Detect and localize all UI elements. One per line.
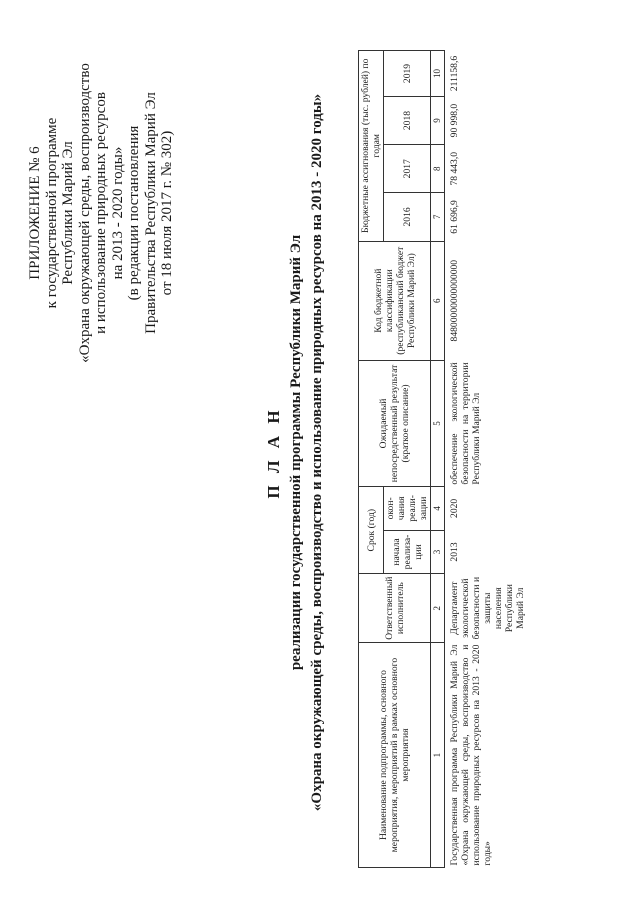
header-term-end: окон-чания реали-зации	[384, 487, 431, 531]
plan-subtitle-line2: «Охрана окружающей среды, воспроизводство и использование природных ресурсов на 2013 - 2020 годы»	[309, 93, 325, 812]
column-number: 7	[431, 193, 445, 241]
column-number: 9	[431, 96, 445, 144]
column-number: 6	[431, 241, 445, 360]
column-number: 1	[431, 643, 445, 868]
table-row	[445, 51, 528, 868]
header-year: 2016	[384, 193, 431, 241]
row-name: Государственная программа Республики Марий Эл «Охрана окружающей среды, воспроизводство и использование природных ресурсов на 2013 - 2020 годы»	[449, 644, 493, 866]
column-number: 3	[431, 530, 445, 574]
appendix-line: «Охрана окружающей среды, воспроизводство	[76, 63, 93, 363]
row-value-2019: 211158,6	[449, 55, 460, 92]
plan-heading: П Л А Н	[264, 406, 283, 499]
row-value-2018: 90 998,0	[449, 103, 460, 138]
row-value-2016: 61 696,9	[449, 200, 460, 234]
row-start-year: 2013	[449, 542, 460, 562]
appendix-line: (в редакции постановления	[126, 125, 142, 301]
header-result: Ожидаемый непосредственный результат (краткое описание)	[359, 360, 431, 486]
header-budget-code: Код бюджетной классификации (республиканский бюджет Республики Марий Эл)	[359, 241, 431, 360]
header-term: Срок (год)	[359, 487, 384, 574]
appendix-header	[27, 33, 176, 393]
appendix-line: к государственной программе	[43, 117, 60, 309]
header-executor: Ответственный исполнитель	[359, 574, 431, 643]
row-end-year: 2020	[449, 498, 460, 518]
appendix-line: от 18 июля 2017 г. № 302)	[159, 130, 175, 296]
header-name: Наименование подпрограммы, основного мероприятия, мероприятий в рамках основного мероприятия	[359, 643, 431, 868]
row-result: обеспечение экологической безопасности на территории Республики Марий Эл	[449, 362, 482, 485]
plan-title	[262, 0, 328, 905]
plan-table	[358, 50, 527, 868]
appendix-line: и использование природных ресурсов	[93, 92, 109, 334]
row-value-2017: 78 443,0	[449, 151, 460, 186]
column-number-row	[431, 51, 445, 868]
header-year: 2019	[384, 51, 431, 97]
column-number: 4	[431, 487, 445, 531]
appendix-line: Республики Марий Эл	[60, 141, 76, 285]
appendix-line: ПРИЛОЖЕНИЕ № 6	[27, 146, 43, 280]
column-number: 2	[431, 574, 445, 643]
header-row	[359, 51, 384, 868]
appendix-line: Правительства Республики Марий Эл	[142, 92, 159, 334]
row-budget-code: 84800000000000000	[449, 259, 460, 342]
appendix-line: на 2013 - 2020 годы»	[109, 146, 126, 280]
plan-subtitle-line1: реализации государственной программы Республики Марий Эл	[288, 234, 304, 671]
header-year: 2017	[384, 145, 431, 193]
column-number: 5	[431, 360, 445, 486]
column-number: 10	[431, 51, 445, 97]
header-term-start: начала реализа-ции	[384, 530, 431, 574]
header-allocations: Бюджетные ассигнования (тыс. рублей) по годам	[359, 51, 384, 242]
row-executor: Департамент экологической безопасности и защиты населения Республики Марий Эл	[449, 576, 526, 640]
header-year: 2018	[384, 96, 431, 144]
column-number: 8	[431, 145, 445, 193]
